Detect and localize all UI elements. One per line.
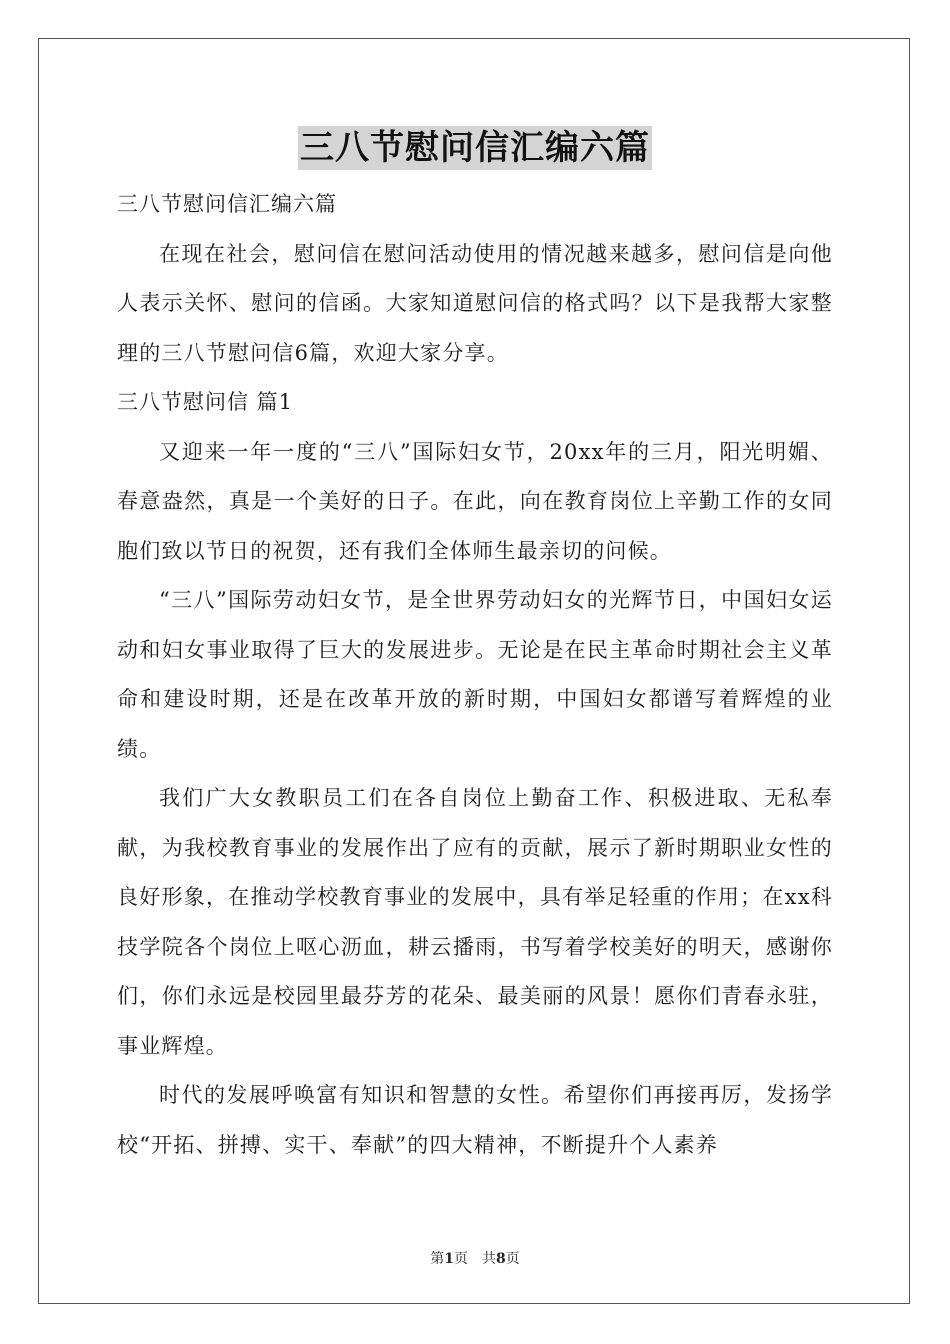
page-total: 8 [496,1251,506,1267]
body-paragraph-1: 又迎来一年一度的“三八”国际妇女节，20xx年的三月，阳光明媚、春意盎然，真是一个美好的日子。在此，向在教育岗位上辛勤工作的女同胞们致以节日的祝贺，还有我们全体师生最亲切的问候。 [117,439,833,563]
title-area [0,126,950,170]
page-current: 1 [444,1251,454,1267]
section-heading: 三八节慰问信 篇1 [117,390,294,414]
page-mid: 页 共 [454,1251,496,1267]
body-paragraph-4: 时代的发展呼唤富有知识和智慧的女性。希望你们再接再厉，发扬学校“开拓、拼搏、实干、奉献”的四大精神，不断提升个人素养 [117,1083,833,1157]
document-title: 三八节慰问信汇编六篇 [300,128,650,168]
document-body [117,180,833,1170]
document-subtitle: 三八节慰问信汇编六篇 [117,192,337,216]
page-footer [0,1248,950,1268]
body-paragraph-3: 我们广大女教职员工们在各自岗位上勤奋工作、积极进取、无私奉献，为我校教育事业的发展作出了应有的贡献，展示了新时期职业女性的良好形象，在推动学校教育事业的发展中，具有举足轻重的作用；在xx科技学院各个岗位上呕心沥血，耕云播雨，书写着学校美好的明天，感谢你们，你们永远是校园里最芬芳的花朵、最美丽的风景！愿你们青春永驻，事业辉煌。 [117,786,833,1058]
body-paragraph-2: “三八”国际劳动妇女节，是全世界劳动妇女的光辉节日，中国妇女运动和妇女事业取得了巨大的发展进步。无论是在民主革命时期社会主义革命和建设时期，还是在改革开放的新时期，中国妇女都谱写着辉煌的业绩。 [117,588,833,761]
page-suffix: 页 [505,1251,520,1267]
page-prefix: 第 [430,1251,445,1267]
intro-paragraph: 在现在社会，慰问信在慰问活动使用的情况越来越多，慰问信是向他人表示关怀、慰问的信函。大家知道慰问信的格式吗？以下是我帮大家整理的三八节慰问信6篇，欢迎大家分享。 [117,241,833,365]
